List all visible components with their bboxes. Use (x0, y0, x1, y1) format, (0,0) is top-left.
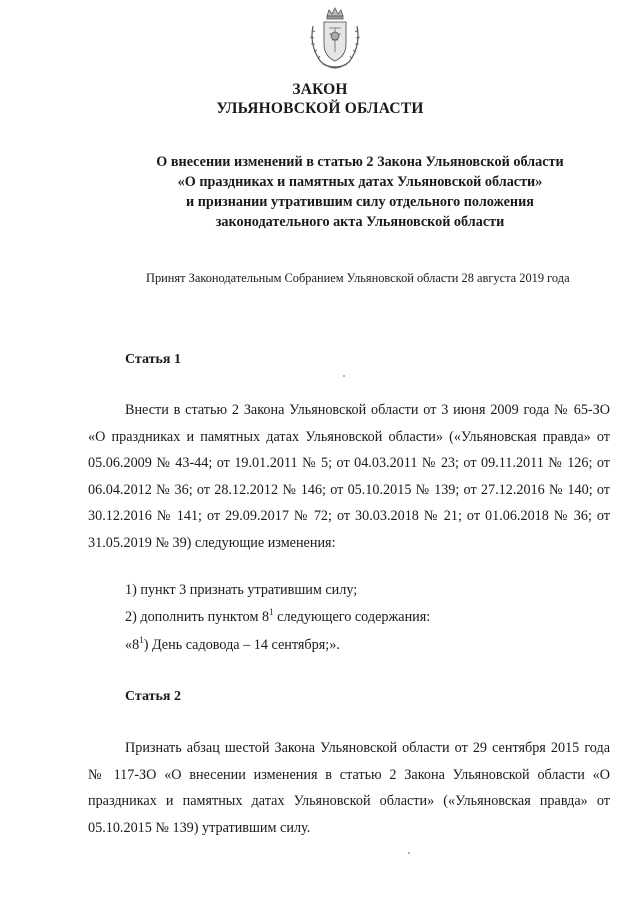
subject-line3: и признании утратившим силу отдельного положения (186, 194, 534, 210)
article2-heading: Статья 2 (125, 689, 181, 704)
article2-body-text: Признать абзац шестой Закона Ульяновской области от 29 сентября 2015 года № 117-ЗО «О внесении изменения в статью 2 Закона Ульяновской области «О праздниках и памятных датах Ульяновской области» («Ульяновская правда» от 05.10.2015 № 139) утратившим силу. (88, 740, 610, 836)
coat-of-arms-icon (305, 6, 365, 72)
article1-heading: Статья 1 (125, 352, 181, 367)
subject-line1: О внесении изменений в статью 2 Закона Ульяновской области (156, 154, 564, 170)
law-title-line2: УЛЬЯНОВСКОЙ ОБЛАСТИ (216, 100, 424, 117)
article1-item3 (125, 636, 340, 654)
item2-superscript: 1 (269, 607, 274, 617)
law-title-line1: ЗАКОН (292, 81, 348, 98)
article2-body (88, 735, 610, 841)
article1-item2 (125, 608, 430, 626)
item3-prefix: «8 (125, 637, 140, 653)
item2-suffix: следующего содержания: (273, 609, 431, 625)
item2-prefix: 2) дополнить пунктом 8 (125, 609, 270, 625)
scan-speck (408, 852, 410, 854)
subject-line4: законодательного акта Ульяновской области (215, 214, 505, 230)
law-title (0, 80, 640, 118)
item3-superscript: 1 (139, 635, 144, 645)
subject-line2: «О праздниках и памятных датах Ульяновской области» (177, 174, 543, 190)
article1-body-text: Внести в статью 2 Закона Ульяновской области от 3 июня 2009 года № 65-ЗО «О праздниках и памятных датах Ульяновской области» («Ульяновская правда» от 05.06.2009 № 43-44; от 19.01.2011 № 5; от 04.03.2011 № 23; от 09.11.2011 № 126; от 06.04.2012 № 36; от 28.12.2012 № 146; от 05.10.2015 № 139; от 27.12.2016 № 140; от 30.12.2016 № 141; от 29.09.2017 № 72; от 30.03.2018 № 21; от 01.06.2018 № 36; от 31.05.2019 № 39) следующие изменения: (88, 402, 610, 551)
item3-suffix: ) День садовода – 14 сентября;». (143, 637, 340, 653)
article1-item1: 1) пункт 3 признать утратившим силу; (125, 582, 358, 598)
adoption-note: Принят Законодательным Собранием Ульяновской области 28 августа 2019 года (146, 271, 570, 285)
law-subject (0, 152, 640, 232)
article1-body (88, 397, 610, 556)
scan-speck (343, 375, 345, 377)
